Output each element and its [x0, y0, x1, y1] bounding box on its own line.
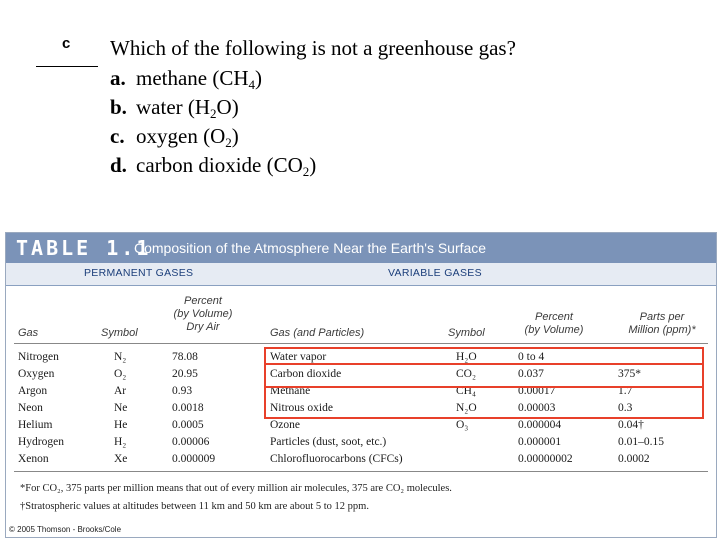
variable-gas-percent: 0.00000002	[518, 453, 573, 465]
variable-gas-name: Ozone	[270, 419, 301, 431]
header-rule	[14, 343, 708, 344]
option-text-end: )	[231, 124, 239, 148]
variable-gas-symbol: N₂O	[456, 402, 477, 414]
variable-gas-name: Carbon dioxide	[270, 368, 342, 380]
variable-gas-name: Water vapor	[270, 351, 327, 363]
option-text-end: )	[309, 153, 317, 177]
variable-gas-percent: 0.00017	[518, 385, 556, 397]
composition-table	[5, 232, 717, 538]
variable-gas-ppm: 0.01–0.15	[618, 436, 664, 448]
copyright: © 2005 Thomson - Brooks/Cole	[9, 525, 122, 534]
permanent-gas-percent: 0.000009	[172, 453, 216, 465]
option-subscript: 2	[302, 164, 310, 179]
group-variable: VARIABLE GASES	[388, 267, 482, 279]
table-number: TABLE 1.1	[16, 236, 152, 260]
variable-gas-ppm: 0.0002	[618, 453, 650, 465]
permanent-gas-percent: 0.0018	[172, 402, 204, 414]
option-text: carbon dioxide (CO	[136, 153, 303, 177]
permanent-gas-symbol: Ne	[114, 402, 128, 414]
option-b	[110, 95, 239, 120]
group-permanent: PERMANENT GASES	[84, 267, 194, 279]
permanent-gas-name: Nitrogen	[18, 351, 59, 363]
permanent-gas-symbol: O₂	[114, 368, 127, 380]
col-percent-dry	[166, 295, 240, 334]
option-a	[110, 66, 262, 91]
permanent-gas-name: Xenon	[18, 453, 49, 465]
variable-gas-ppm: 0.04†	[618, 419, 644, 431]
option-text-end: )	[255, 66, 263, 90]
table-title: Composition of the Atmosphere Near the Earth's Surface	[134, 240, 487, 256]
footnote-2: †Stratospheric values at altitudes between 11 km and 50 km are about 5 to 12 ppm.	[20, 501, 369, 512]
permanent-gas-percent: 0.00006	[172, 436, 210, 448]
variable-gas-name: Methane	[270, 385, 311, 397]
col-percent-vol	[514, 311, 594, 337]
highlight-box-inner	[264, 363, 704, 388]
variable-gas-symbol: O₃	[456, 419, 469, 431]
variable-gas-percent: 0 to 4	[518, 351, 545, 363]
footer-rule	[14, 471, 708, 472]
col-gas-particles: Gas (and Particles)	[270, 327, 365, 339]
col-percent-dry-l2: (by Volume)	[173, 308, 233, 320]
col-percent-vol-l2: (by Volume)	[524, 324, 584, 336]
col-symbol: Symbol	[101, 327, 138, 339]
col-percent-dry-l3: Dry Air	[186, 321, 220, 333]
variable-gas-symbol: CH₄	[456, 385, 476, 397]
permanent-gas-symbol: He	[114, 419, 128, 431]
table-group-bar	[6, 263, 716, 286]
permanent-gas-name: Neon	[18, 402, 43, 414]
col-ppm	[616, 311, 708, 337]
col-ppm-l2: Million (ppm)*	[628, 324, 696, 336]
option-subscript: 4	[248, 77, 256, 92]
option-c	[110, 124, 239, 149]
permanent-gas-symbol: Xe	[114, 453, 128, 465]
footnote-1: *For CO₂, 375 parts per million means that out of every million air molecules, 375 are CO₂ molecules.	[20, 483, 452, 494]
option-d	[110, 153, 316, 178]
permanent-gas-percent: 20.95	[172, 368, 198, 380]
option-text: methane (CH	[136, 66, 249, 90]
variable-gas-percent: 0.000001	[518, 436, 562, 448]
col-percent-vol-l1: Percent	[535, 311, 573, 323]
permanent-gas-name: Hydrogen	[18, 436, 64, 448]
option-subscript: 2	[225, 135, 232, 150]
variable-gas-symbol: CO₂	[456, 368, 476, 380]
answer-text: c	[62, 35, 71, 52]
permanent-gas-name: Argon	[18, 385, 48, 397]
col-ppm-l1: Parts per	[639, 311, 685, 323]
variable-gas-name: Chlorofluorocarbons (CFCs)	[270, 453, 403, 465]
col-symbol2: Symbol	[448, 327, 485, 339]
variable-gas-ppm: 375*	[618, 368, 641, 380]
option-text: oxygen (O	[136, 124, 226, 148]
variable-gas-ppm: 1.7	[618, 385, 633, 397]
permanent-gas-name: Oxygen	[18, 368, 55, 380]
permanent-gas-percent: 78.08	[172, 351, 198, 363]
variable-gas-name: Particles (dust, soot, etc.)	[270, 436, 387, 448]
option-label: c.	[110, 124, 125, 148]
col-gas: Gas	[18, 327, 39, 339]
table-header-bar	[6, 233, 716, 263]
option-subscript: 2	[210, 106, 217, 121]
variable-gas-ppm: 0.3	[618, 402, 633, 414]
option-label: b.	[110, 95, 127, 119]
permanent-gas-symbol: Ar	[114, 385, 127, 397]
col-percent-dry-l1: Percent	[184, 295, 222, 307]
variable-gas-percent: 0.00003	[518, 402, 556, 414]
permanent-gas-percent: 0.0005	[172, 419, 204, 431]
option-text-end: O)	[216, 95, 239, 119]
option-label: a.	[110, 66, 126, 90]
variable-gas-name: Nitrous oxide	[270, 402, 333, 414]
variable-gas-percent: 0.037	[518, 368, 544, 380]
permanent-gas-name: Helium	[18, 419, 53, 431]
permanent-gas-symbol: N₂	[114, 351, 127, 363]
variable-gas-percent: 0.000004	[518, 419, 562, 431]
option-text: water (H	[136, 95, 211, 119]
variable-gas-symbol: H₂O	[456, 351, 477, 363]
question-prompt: Which of the following is not a greenhouse gas?	[110, 36, 516, 60]
permanent-gas-percent: 0.93	[172, 385, 193, 397]
permanent-gas-symbol: H₂	[114, 436, 127, 448]
option-label: d.	[110, 153, 127, 177]
